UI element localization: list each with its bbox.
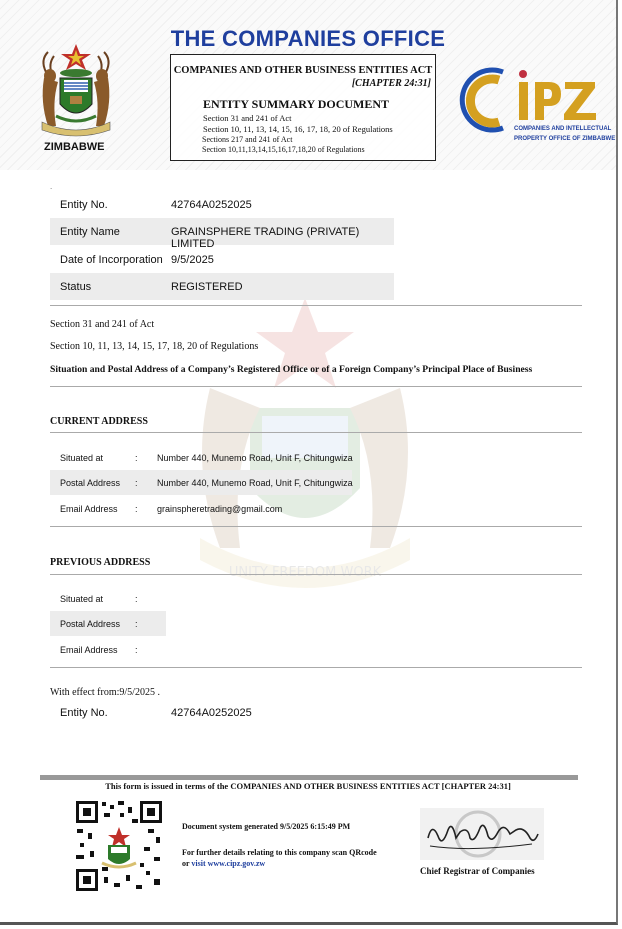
entity-info-row (50, 191, 394, 218)
companies-office-title: THE COMPANIES OFFICE (170, 26, 446, 51)
entity-no-label: Entity No. (60, 707, 108, 719)
email-address-value: grainspheretrading@gmail.com (157, 504, 283, 514)
further-details-text (182, 859, 265, 868)
further-details-text: For further details relating to this company scan QRcode (182, 848, 377, 857)
status-label: Status (60, 281, 92, 293)
address-row (50, 496, 362, 521)
field-colon: : (135, 619, 138, 629)
entity-no-label: Entity No. (60, 199, 108, 211)
watermark-motto: UNITY FREEDOM WORK (228, 565, 382, 580)
current-address-heading: CURRENT ADDRESS (50, 416, 148, 427)
entity-no-value: 42764A0252025 (171, 707, 252, 719)
field-colon: : (135, 645, 138, 655)
postal-address-value: Number 440, Munemo Road, Unit F, Chitungwiza (157, 478, 353, 488)
entity-summary-title: ENTITY SUMMARY DOCUMENT (203, 97, 390, 111)
entity-info-row (50, 218, 394, 250)
stray-dot: . (50, 182, 53, 191)
issued-terms-text: This form is issued in terms of the COMPANIES AND OTHER BUSINESS ENTITIES ACT [CHAPTER 24:31] (105, 781, 511, 791)
field-colon: : (135, 453, 138, 463)
section-divider (50, 305, 582, 306)
status-value: REGISTERED (171, 281, 243, 293)
zimbabwe-label: ZIMBABWE (44, 141, 105, 153)
section-divider (50, 432, 582, 433)
act-reference-line: Section 31 and 241 of Act (50, 319, 155, 330)
cipz-website-link[interactable]: visit www.cipz.gov.zw (191, 859, 266, 868)
situated-at-value: Number 440, Munemo Road, Unit F, Chitungwiza (157, 453, 353, 463)
entity-no-value: 42764A0252025 (171, 199, 252, 211)
section-divider (50, 386, 582, 387)
entity-name-label: Entity Name (60, 226, 120, 238)
previous-address-heading: PREVIOUS ADDRESS (50, 557, 151, 568)
act-section-line: Section 10, 11, 13, 14, 15, 16, 17, 18, 20 of Regulations (203, 124, 393, 134)
address-row (50, 470, 352, 495)
cipz-logo-icon (455, 66, 615, 146)
address-row (50, 586, 166, 611)
entity-info-row (50, 273, 394, 300)
cipz-subtitle-line: PROPERTY OFFICE OF ZIMBABWE (514, 136, 616, 142)
address-row (50, 637, 166, 662)
effective-date-line: With effect from:9/5/2025 . (50, 687, 160, 698)
section-divider (50, 574, 582, 575)
act-details-box (170, 54, 436, 161)
address-row (50, 445, 362, 470)
document-header (0, 0, 616, 170)
entity-name-value: GRAINSPHERE TRADING (PRIVATE) LIMITED (171, 226, 360, 250)
act-section-line: Section 31 and 241 of Act (203, 113, 292, 123)
situated-at-label: Situated at (60, 594, 104, 604)
email-address-label: Email Address (60, 645, 118, 655)
act-chapter: [CHAPTER 24:31] (351, 78, 431, 89)
zimbabwe-coat-of-arms-icon (26, 42, 126, 142)
field-colon: : (135, 594, 138, 604)
field-colon: : (135, 478, 138, 488)
effect-entity-row (50, 699, 300, 726)
footer-divider-bar (40, 775, 578, 780)
situated-at-label: Situated at (60, 453, 104, 463)
chief-registrar-label: Chief Registrar of Companies (420, 866, 535, 876)
address-description-heading: Situation and Postal Address of a Company’s Registered Office or of a Foreign Company’s Principal Place of Business (50, 364, 533, 375)
cipz-subtitle-line: COMPANIES AND INTELLECTUAL (514, 126, 612, 132)
section-divider (50, 526, 582, 527)
address-row (50, 611, 166, 636)
entity-info-row (50, 246, 394, 273)
incorporation-date-label: Date of Incorporation (60, 254, 163, 266)
section-divider (50, 667, 582, 668)
email-address-label: Email Address (60, 504, 118, 514)
qr-code-icon[interactable] (74, 799, 164, 893)
generated-timestamp: Document system generated 9/5/2025 6:15:49 PM (182, 822, 351, 831)
postal-address-label: Postal Address (60, 478, 121, 488)
act-section-line: Sections 217 and 241 of Act (202, 135, 293, 144)
field-colon: : (135, 504, 138, 514)
registrar-signature-icon (420, 808, 544, 860)
or-text: or (182, 859, 192, 868)
regulations-reference-line: Section 10, 11, 13, 14, 15, 17, 18, 20 of Regulations (50, 341, 259, 352)
act-section-line: Section 10,11,13,14,15,16,17,18,20 of Regulations (202, 145, 365, 154)
postal-address-label: Postal Address (60, 619, 121, 629)
act-title: COMPANIES AND OTHER BUSINESS ENTITIES ACT (173, 65, 433, 76)
incorporation-date-value: 9/5/2025 (171, 254, 214, 266)
